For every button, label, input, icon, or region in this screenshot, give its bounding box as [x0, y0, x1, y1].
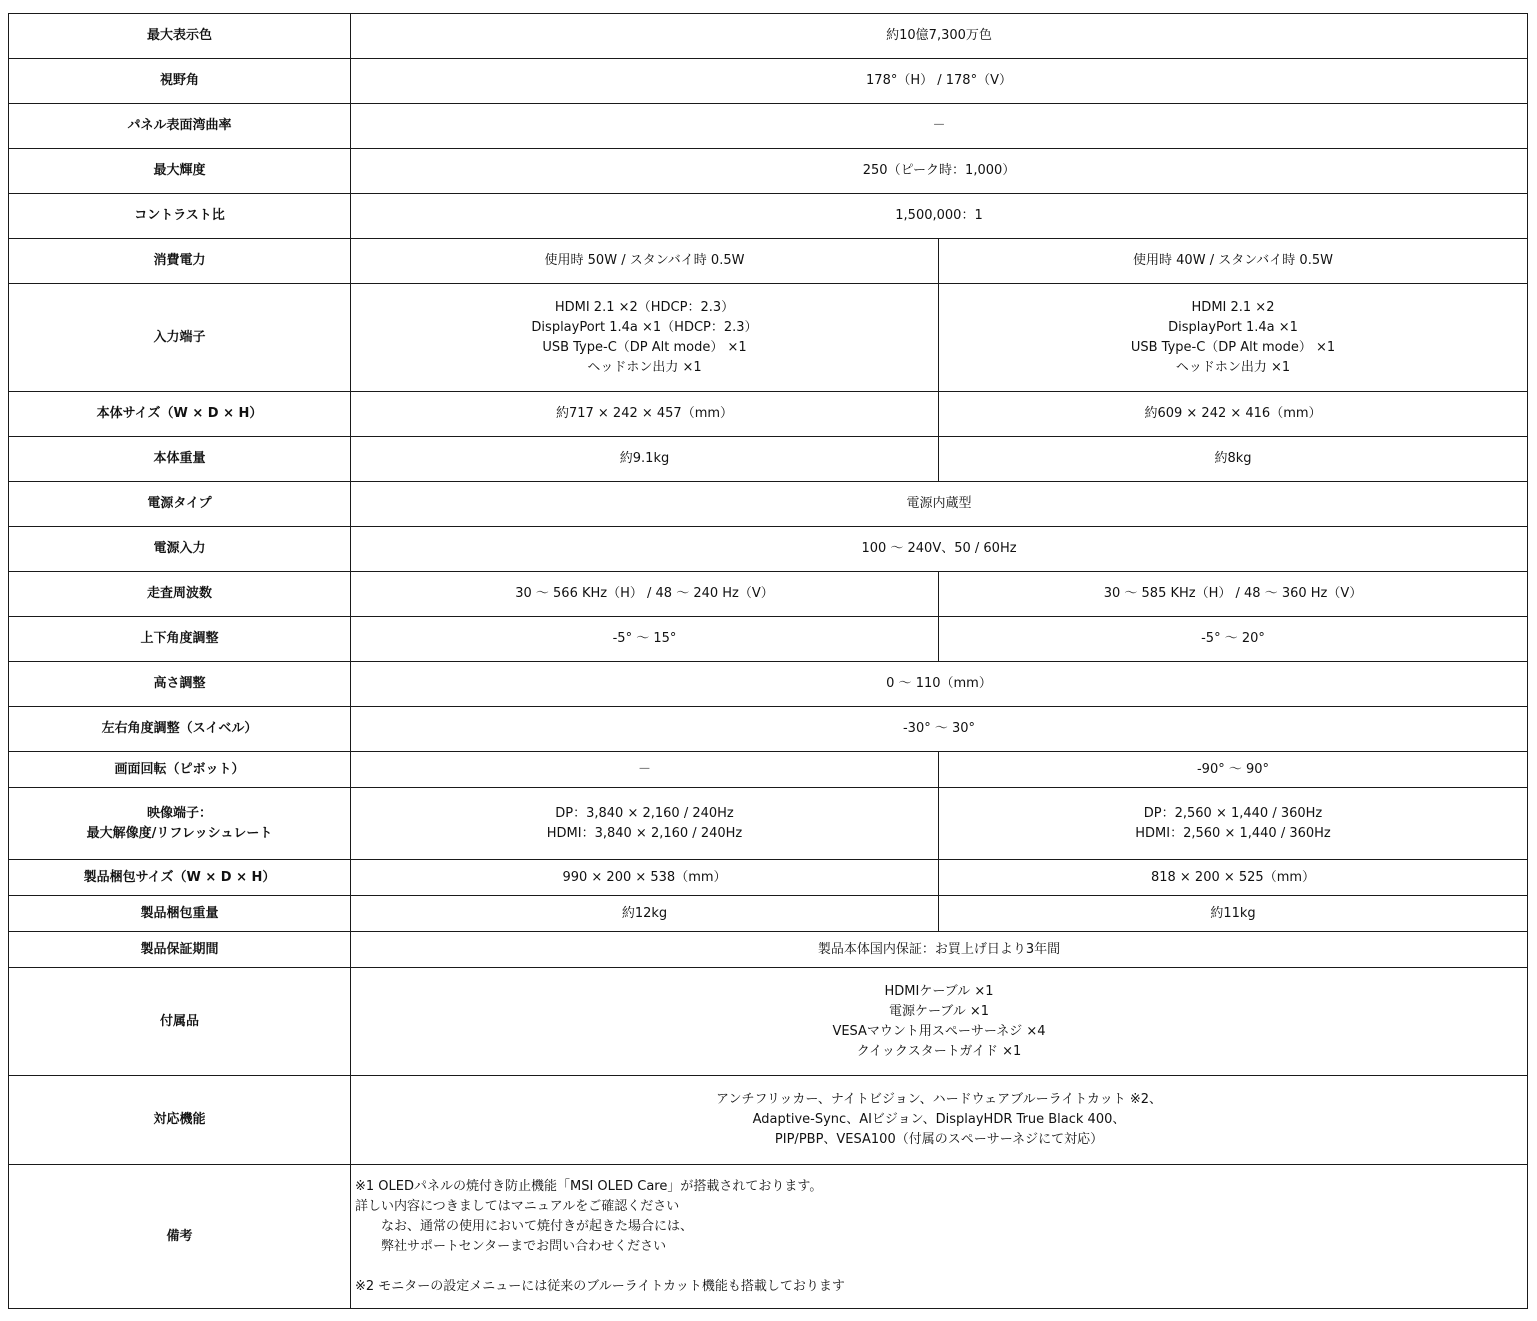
row-package-size — [9, 860, 1528, 896]
row-video-resolution — [9, 788, 1528, 860]
row-value: － — [351, 104, 1528, 149]
row-label: 左右角度調整（スイベル） — [9, 707, 351, 752]
row-value: 電源内蔵型 — [351, 482, 1528, 527]
row-value: 1,500,000：1 — [351, 194, 1528, 239]
row-scan-frequency — [9, 572, 1528, 617]
row-value: 製品本体国内保証：お買上げ日より3年間 — [351, 932, 1528, 968]
row-value-model-a: 約717 × 242 × 457（mm） — [351, 392, 939, 437]
row-value-model-a: 使用時 50W / スタンバイ時 0.5W — [351, 239, 939, 284]
row-label: 製品梱包重量 — [9, 896, 351, 932]
row-label: 高さ調整 — [9, 662, 351, 707]
row-value-model-a: HDMI 2.1 ×2（HDCP：2.3） DisplayPort 1.4a ×1（HDCP：2.3） USB Type-C（DP Alt mode） ×1 ヘッドホン出力 ×1 — [351, 284, 939, 392]
row-label: 備考 — [9, 1165, 351, 1309]
row-body-weight — [9, 437, 1528, 482]
row-value-model-a: － — [351, 752, 939, 788]
row-warranty — [9, 932, 1528, 968]
row-label: 電源タイプ — [9, 482, 351, 527]
row-value: -30° ～ 30° — [351, 707, 1528, 752]
row-value-model-b: 約8kg — [939, 437, 1528, 482]
row-label: 製品保証期間 — [9, 932, 351, 968]
row-input-ports — [9, 284, 1528, 392]
row-value: HDMIケーブル ×1 電源ケーブル ×1 VESAマウント用スペーサーネジ ×4 クイックスタートガイド ×1 — [351, 968, 1528, 1076]
row-label: 製品梱包サイズ（W × D × H） — [9, 860, 351, 896]
row-remarks — [9, 1165, 1528, 1309]
row-value-model-a: 990 × 200 × 538（mm） — [351, 860, 939, 896]
row-height-adjust — [9, 662, 1528, 707]
row-label: 画面回転（ピボット） — [9, 752, 351, 788]
row-features — [9, 1076, 1528, 1165]
row-label: パネル表面湾曲率 — [9, 104, 351, 149]
row-value-model-a: 約9.1kg — [351, 437, 939, 482]
row-value: 250（ピーク時：1,000） — [351, 149, 1528, 194]
row-label: 視野角 — [9, 59, 351, 104]
remarks-text: ※1 OLEDパネルの焼付き防止機能「MSI OLED Care」が搭載されております。 詳しい内容につきましてはマニュアルをご確認ください なお、通常の使用において焼付きが起きた場合には、 弊社サポートセンターまでお問い合わせください ※2 モニターの設定メニューには従来のブルーライトカット機能も搭載しております — [351, 1165, 1528, 1309]
row-label: 映像端子： 最大解像度/リフレッシュレート — [9, 788, 351, 860]
row-value: 178°（H） / 178°（V） — [351, 59, 1528, 104]
row-value: 100 ～ 240V、50 / 60Hz — [351, 527, 1528, 572]
row-max-colors — [9, 14, 1528, 59]
row-label: 走査周波数 — [9, 572, 351, 617]
row-tilt-adjust — [9, 617, 1528, 662]
row-package-weight — [9, 896, 1528, 932]
row-value: 0 ～ 110（mm） — [351, 662, 1528, 707]
row-label: 付属品 — [9, 968, 351, 1076]
row-power-type — [9, 482, 1528, 527]
row-label: 上下角度調整 — [9, 617, 351, 662]
row-value-model-b: 約609 × 242 × 416（mm） — [939, 392, 1528, 437]
row-value: アンチフリッカー、ナイトビジョン、ハードウェアブルーライトカット ※2、 Adaptive-Sync、AIビジョン、DisplayHDR True Black 400、 PIP/PBP、VESA100（付属のスペーサーネジにて対応） — [351, 1076, 1528, 1165]
row-label: コントラスト比 — [9, 194, 351, 239]
row-value-model-a: 約12kg — [351, 896, 939, 932]
row-label: 消費電力 — [9, 239, 351, 284]
row-value: 約10億7,300万色 — [351, 14, 1528, 59]
row-label: 対応機能 — [9, 1076, 351, 1165]
row-label: 本体重量 — [9, 437, 351, 482]
row-label: 最大表示色 — [9, 14, 351, 59]
row-contrast-ratio — [9, 194, 1528, 239]
row-pivot — [9, 752, 1528, 788]
spec-table — [8, 13, 1528, 1309]
row-value-model-b: HDMI 2.1 ×2 DisplayPort 1.4a ×1 USB Type-C（DP Alt mode） ×1 ヘッドホン出力 ×1 — [939, 284, 1528, 392]
row-label: 最大輝度 — [9, 149, 351, 194]
row-value-model-b: -90° ～ 90° — [939, 752, 1528, 788]
row-value-model-b: 818 × 200 × 525（mm） — [939, 860, 1528, 896]
row-panel-curvature — [9, 104, 1528, 149]
row-max-brightness — [9, 149, 1528, 194]
row-value-model-b: 使用時 40W / スタンバイ時 0.5W — [939, 239, 1528, 284]
row-swivel-adjust — [9, 707, 1528, 752]
row-label: 本体サイズ（W × D × H） — [9, 392, 351, 437]
row-value-model-a: -5° ～ 15° — [351, 617, 939, 662]
row-power-input — [9, 527, 1528, 572]
row-value-model-b: -5° ～ 20° — [939, 617, 1528, 662]
row-label: 電源入力 — [9, 527, 351, 572]
row-value-model-a: DP：3,840 × 2,160 / 240Hz HDMI：3,840 × 2,160 / 240Hz — [351, 788, 939, 860]
row-value-model-b: 約11kg — [939, 896, 1528, 932]
row-value-model-b: 30 ～ 585 KHz（H） / 48 ～ 360 Hz（V） — [939, 572, 1528, 617]
row-viewing-angle — [9, 59, 1528, 104]
row-value-model-b: DP：2,560 × 1,440 / 360Hz HDMI：2,560 × 1,440 / 360Hz — [939, 788, 1528, 860]
row-label: 入力端子 — [9, 284, 351, 392]
row-accessories — [9, 968, 1528, 1076]
row-value-model-a: 30 ～ 566 KHz（H） / 48 ～ 240 Hz（V） — [351, 572, 939, 617]
row-power-consumption — [9, 239, 1528, 284]
row-body-size — [9, 392, 1528, 437]
